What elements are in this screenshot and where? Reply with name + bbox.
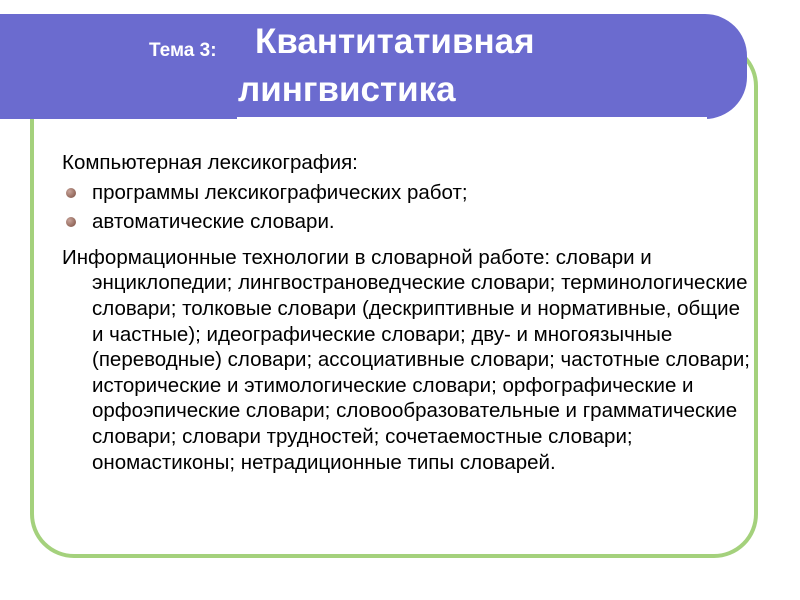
bullet-item: [62, 180, 752, 206]
paragraph-information-technologies: Информационные технологии в словарной работе: словари и энциклопедии; лингвострановедческие словари; терминологические словари; толковые словари (дескриптивные и нормативные, общие и частные); идеографические словари; дву- и многоязычные (переводные) словари; ассоциативные словари; частотные словари; исторические и этимологические словари; орфографические и орфоэпические словари; словообразовательные и грамматические словари; словари трудностей; сочетаемостные словари; ономастиконы; нетрадиционные типы словарей.: [62, 245, 750, 474]
heading-computer-lexicography: Компьютерная лексикография:: [62, 151, 358, 174]
title-line-2: лингвистика: [238, 70, 456, 109]
bullet-item: [62, 209, 752, 235]
bullet-dot-icon: [66, 217, 76, 227]
bullet-dot-icon: [66, 188, 76, 198]
bullet-text: программы лексикографических работ;: [92, 180, 468, 204]
title-underline: [237, 117, 707, 120]
title-prefix: Тема 3:: [149, 40, 217, 61]
slide-content: [62, 150, 752, 475]
bullet-text: автоматические словари.: [92, 210, 335, 234]
slide-title: [0, 14, 747, 119]
title-line-1: Квантитативная: [255, 22, 535, 61]
